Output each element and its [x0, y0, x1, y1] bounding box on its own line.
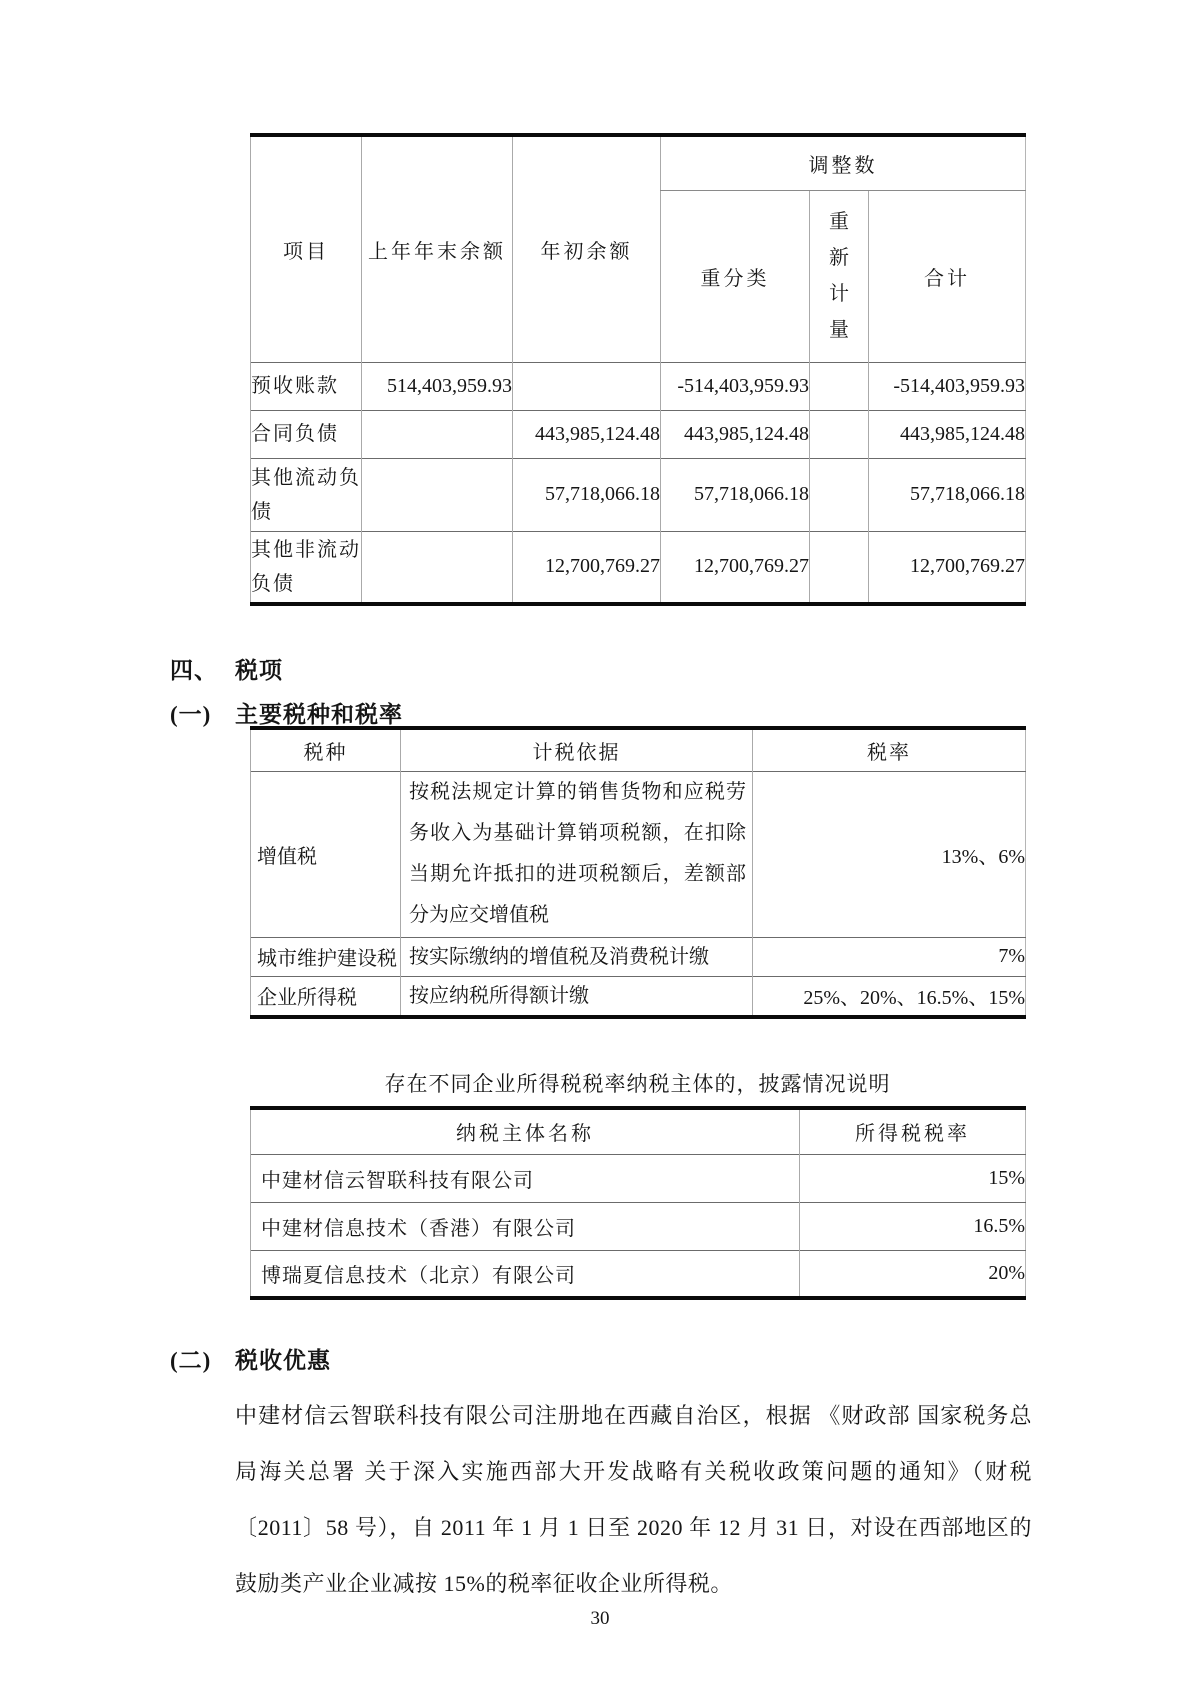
- total-value: -514,403,959.93: [869, 362, 1026, 410]
- remeasure-value: [810, 410, 869, 458]
- remeasure-char: 量: [829, 319, 849, 341]
- tax-rate: 13%、6%: [753, 771, 1026, 937]
- entity-name: 博瑞夏信息技术（北京）有限公司: [251, 1250, 800, 1298]
- page-number: 30: [590, 1608, 610, 1629]
- reclass-value: 443,985,124.48: [661, 410, 810, 458]
- row-item-label: 预收账款: [251, 362, 362, 410]
- table-row: [251, 410, 1026, 458]
- remeasure-value: [810, 531, 869, 604]
- entity-rate: 20%: [800, 1250, 1026, 1298]
- table-row: [251, 937, 1026, 976]
- subsection-title: 税收优惠: [235, 1348, 331, 1373]
- entity-table-caption: 存在不同企业所得税税率纳税主体的，披露情况说明: [384, 1072, 891, 1096]
- adjustment-table: [250, 133, 1026, 606]
- remeasure-value: [810, 458, 869, 531]
- tax-table: [250, 726, 1026, 1019]
- begin-value: 443,985,124.48: [513, 410, 661, 458]
- subsection-marker: (一): [170, 702, 212, 727]
- remeasure-value: [810, 362, 869, 410]
- remeasure-vertical-label: [810, 212, 868, 340]
- tax-basis: 按税法规定计算的销售货物和应税劳务收入为基础计算销项税额，在扣除当期允许抵扣的进项税额后，差额部分为应交增值税: [401, 771, 753, 937]
- table-row: [251, 531, 1026, 604]
- adjustment-table-wrapper: [250, 133, 1026, 606]
- begin-value: [513, 362, 661, 410]
- entity-name: 中建材信息技术（香港）有限公司: [251, 1202, 800, 1250]
- col-header-prior-year-end: 上年年末余额: [362, 135, 513, 362]
- tax-rate: 7%: [753, 937, 1026, 976]
- remeasure-char: 重: [829, 211, 849, 233]
- begin-value: 12,700,769.27: [513, 531, 661, 604]
- table-row: [251, 458, 1026, 531]
- total-value: 12,700,769.27: [869, 531, 1026, 604]
- tax-type: 增值税: [251, 771, 401, 937]
- col-header-income-tax-rate: 所得税税率: [800, 1108, 1026, 1154]
- prior-value: 514,403,959.93: [362, 362, 513, 410]
- remeasure-char: 新: [829, 247, 849, 269]
- reclass-value: 57,718,066.18: [661, 458, 810, 531]
- tax-table-wrapper: [250, 726, 1026, 1019]
- subsection-marker: (二): [170, 1348, 212, 1373]
- prior-value: [362, 458, 513, 531]
- row-item-label: 合同负债: [251, 410, 362, 458]
- col-header-tax-rate: 税率: [753, 728, 1026, 771]
- col-header-reclass: 重分类: [661, 190, 810, 362]
- tax-incentive-paragraph: 中建材信云智联科技有限公司注册地在西藏自治区，根据 《财政部 国家税务总局海关总署 关于深入实施西部大开发战略有关税收政策问题的通知》（财税〔2011〕58 号），自 2011 年 1 月 1 日至 2020 年 12 月 31 日，对设在西部地区的鼓励类产业企业减按 15%的税率征收企业所得税。: [235, 1403, 1032, 1596]
- col-header-entity-name: 纳税主体名称: [251, 1108, 800, 1154]
- col-header-tax-type: 税种: [251, 728, 401, 771]
- section-heading-taxes: [170, 652, 283, 685]
- entity-rate: 15%: [800, 1154, 1026, 1202]
- section-title: 税项: [235, 658, 283, 683]
- remeasure-char: 计: [829, 283, 849, 305]
- col-header-remeasure: [810, 190, 869, 362]
- total-value: 57,718,066.18: [869, 458, 1026, 531]
- prior-value: [362, 410, 513, 458]
- tax-basis: 按应纳税所得额计缴: [401, 976, 753, 1017]
- entity-table-wrapper: [250, 1106, 1026, 1300]
- table-row: [251, 1250, 1026, 1298]
- section-marker: 四、: [170, 658, 218, 683]
- col-header-tax-basis: 计税依据: [401, 728, 753, 771]
- entity-rate: 16.5%: [800, 1202, 1026, 1250]
- total-value: 443,985,124.48: [869, 410, 1026, 458]
- table-row: [251, 362, 1026, 410]
- entity-table: [250, 1106, 1026, 1300]
- col-header-adjustments-group: 调整数: [661, 135, 1026, 190]
- tax-type: 城市维护建设税: [251, 937, 401, 976]
- subsection-heading-main-taxes: [170, 696, 403, 729]
- row-item-label: 其他流动负债: [251, 458, 362, 531]
- subsection-title: 主要税种和税率: [235, 702, 403, 727]
- tax-basis: 按实际缴纳的增值税及消费税计缴: [401, 937, 753, 976]
- table-row: [251, 1202, 1026, 1250]
- col-header-total: 合计: [869, 190, 1026, 362]
- table-row: [251, 771, 1026, 937]
- table-row: [251, 976, 1026, 1017]
- begin-value: 57,718,066.18: [513, 458, 661, 531]
- reclass-value: -514,403,959.93: [661, 362, 810, 410]
- subsection-heading-tax-incentives: [170, 1342, 331, 1375]
- col-header-item: 项目: [251, 135, 362, 362]
- reclass-value: 12,700,769.27: [661, 531, 810, 604]
- entity-name: 中建材信云智联科技有限公司: [251, 1154, 800, 1202]
- col-header-year-begin: 年初余额: [513, 135, 661, 362]
- row-item-label: 其他非流动负债: [251, 531, 362, 604]
- table-row: [251, 1154, 1026, 1202]
- prior-value: [362, 531, 513, 604]
- tax-type: 企业所得税: [251, 976, 401, 1017]
- tax-rate: 25%、20%、16.5%、15%: [753, 976, 1026, 1017]
